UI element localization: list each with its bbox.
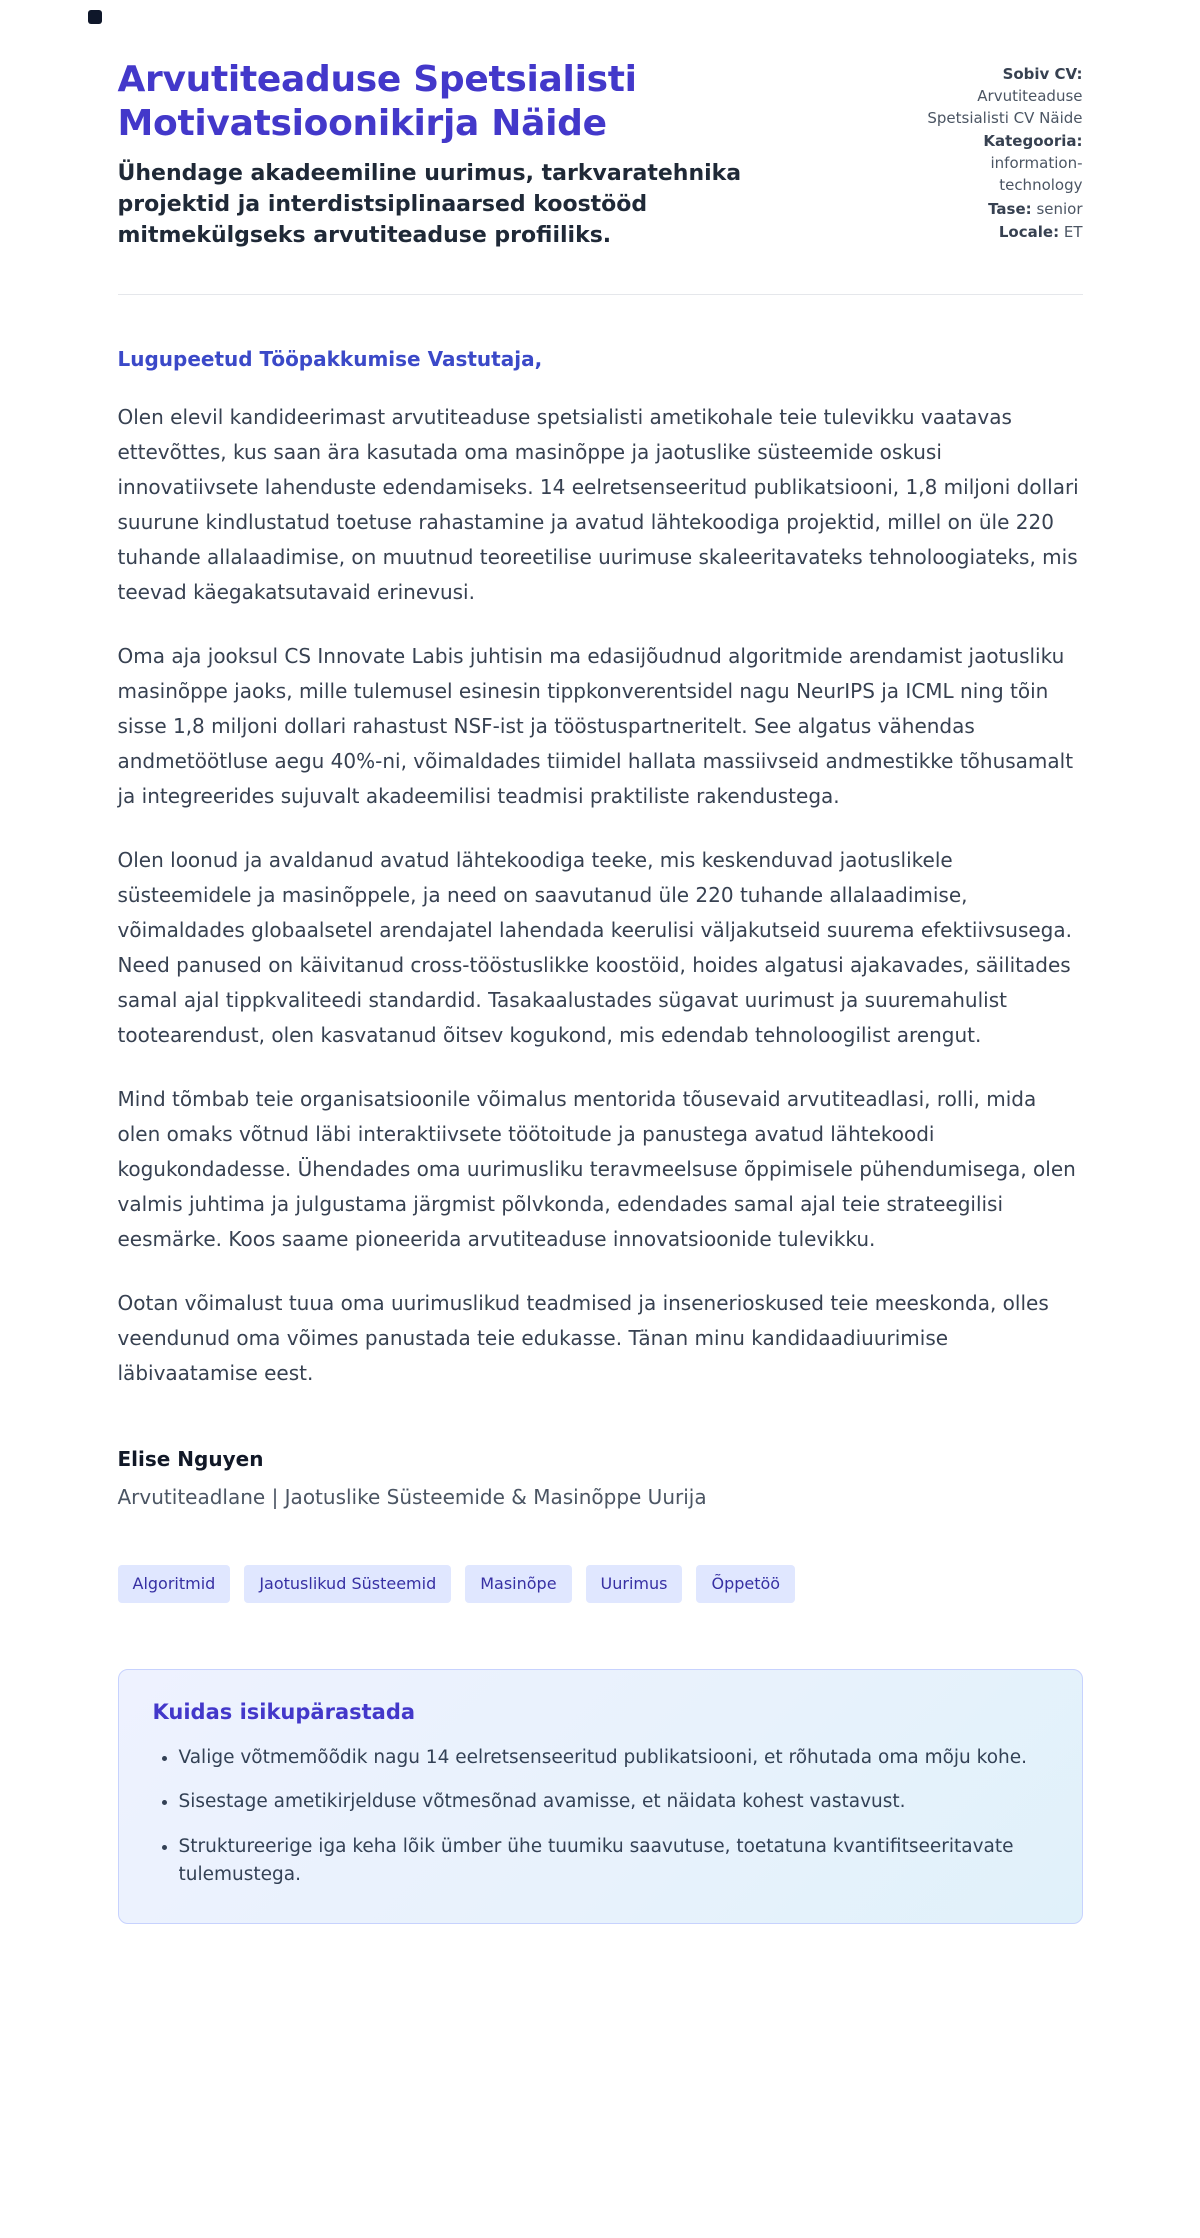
meta-label: Sobiv CV: xyxy=(1002,65,1083,83)
page-subtitle: Ühendage akadeemiline uurimus, tarkvaratehnika projektid ja interdistsiplinaarsed koostööd mitmekülgseks arvutiteaduse profiiliks. xyxy=(117,160,742,249)
tips-item: • Valige võtmemõõdik nagu 14 eelretsenseeritud publikatsiooni, et rõhutada oma mõju kohe. xyxy=(179,1744,1048,1772)
meta-label: Locale: xyxy=(998,223,1060,242)
letter-paragraph: Olen elevil kandideerimast arvutiteaduse spetsialisti ametikohale teie tulevikku vaatavas ettevõttes, kus saan ära kasutada oma masinõppe ja jaotuslike süsteemide oskusi innovatiivsete lahenduste edendamiseks. 14 eelretsenseeritud publikatsiooni, 1,8 miljoni dollari suurune kindlustatud toetuse rahastamine ja avatud lähtekoodiga projektid, millel on üle 220 tuhande allalaadimise, on muutnud teoreetilise uurimuse skaleeritavateks tehnoloogiateks, mis teevad käegakatsutavaid erinevusi. xyxy=(117,404,1079,604)
tips-title: Kuidas isikupärastada xyxy=(152,1699,416,1724)
tag-chip: Õppetöö xyxy=(696,1565,795,1603)
meta-value: ET xyxy=(1063,223,1083,242)
signature-name: Elise Nguyen xyxy=(117,1446,264,1471)
letter-paragraph: Ootan võimalust tuua oma uurimuslikud teadmised ja insenerioskused teie meeskonda, olles veendunud oma võimes panustada teie edukasse. Tänan minu kandidaadiuurimise läbivaatamise eest. xyxy=(117,1290,1049,1385)
page-title: Arvutiteaduse Spetsialisti Motivatsioonikirja Näide xyxy=(117,59,637,144)
tips-box xyxy=(118,1669,1083,1924)
tips-item: • Struktureerige iga keha lõik ümber ühe tuumiku saavutuse, toetatuna kvantifitseeritavate tulemustega. xyxy=(179,1833,1048,1889)
tag-chip: Masinõpe xyxy=(465,1565,571,1603)
letter-paragraph: Oma aja jooksul CS Innovate Labis juhtisin ma edasijõudnud algoritmide arendamist jaotusliku masinõppe jaoks, mille tulemusel esinesin tippkonverentsidel nagu NeurIPS ja ICML ning tõin sisse 1,8 miljoni dollari rahastust NSF-ist ja tööstuspartneritelt. See algatus vähendas andmetöötluse aegu 40%-ni, võimaldades tiimidel hallata massiivseid andmestikke tõhusamalt ja integreerides sujuvalt akadeemilisi teadmisi praktiliste rakendustega. xyxy=(117,643,1074,808)
letter-paragraph: Olen loonud ja avaldanud avatud lähtekoodiga teeke, mis keskenduvad jaotuslikele süsteemidele ja masinõppele, ja need on saavutanud üle 220 tuhande allalaadimise, võimaldades globaalsetel arendajatel lahendada keerulisi väljakutseid suurema efektiivsusega. Need panused on käivitanud cross-tööstuslikke koostöid, hoides algatusi ajakavades, säilitades samal ajal tippkvaliteedi standardid. Tasakaalustades sügavat uurimust ja suuremahulist tootearendust, olen kasvatanud õitsev kogukond, mis edendab tehnoloogilist arengut. xyxy=(117,847,1072,1047)
letter-paragraphs xyxy=(118,400,1083,1391)
meta-item xyxy=(917,131,1083,196)
divider xyxy=(118,294,1083,295)
content-container xyxy=(118,0,1083,2034)
meta-value: Arvutiteaduse Spetsialisti CV Näide xyxy=(927,86,1083,127)
meta-item xyxy=(917,64,1083,129)
tag-list xyxy=(118,1565,1083,1603)
tips-item: • Sisestage ametikirjelduse võtmesõnad avamisse, et näidata kohest vastavust. xyxy=(179,1788,1048,1816)
meta-item xyxy=(917,199,1083,221)
meta-label: Tase: xyxy=(988,199,1032,218)
meta-value: information-technology xyxy=(990,154,1083,194)
letter-paragraph: Mind tõmbab teie organisatsioonile võimalus mentorida tõusevaid arvutiteadlasi, rolli, mida olen omaks võtnud läbi interaktiivsete töötoitude ja panustega avatud lähtekoodi kogukondadesse. Ühendades oma uurimusliku teravmeelsuse õppimisele pühendumisega, olen valmis juhtima ja julgustama järgmist põlvkonda, edendades samal ajal teie strateegilisi eesmärke. Koos saame pioneerida arvutiteaduse innovatsioonide tulevikku. xyxy=(117,1086,1076,1251)
tag-chip: Algoritmid xyxy=(118,1565,231,1603)
tips-list xyxy=(153,1744,1048,1889)
tag-chip: Jaotuslikud Süsteemid xyxy=(244,1565,451,1603)
meta-value: senior xyxy=(1036,199,1083,218)
greeting: Lugupeetud Tööpakkumise Vastutaja, xyxy=(117,346,543,371)
tag-chip: Uurimus xyxy=(586,1565,683,1603)
signature-title: Arvutiteadlane | Jaotuslike Süsteemide & Masinõppe Uurija xyxy=(117,1484,707,1509)
letter-body xyxy=(118,347,1083,1924)
header-title-block xyxy=(118,58,808,252)
header xyxy=(118,58,1083,252)
corner-mark xyxy=(88,10,102,24)
meta-label: Kategooria: xyxy=(983,132,1083,151)
meta-block xyxy=(917,58,1083,246)
meta-item xyxy=(917,222,1083,244)
